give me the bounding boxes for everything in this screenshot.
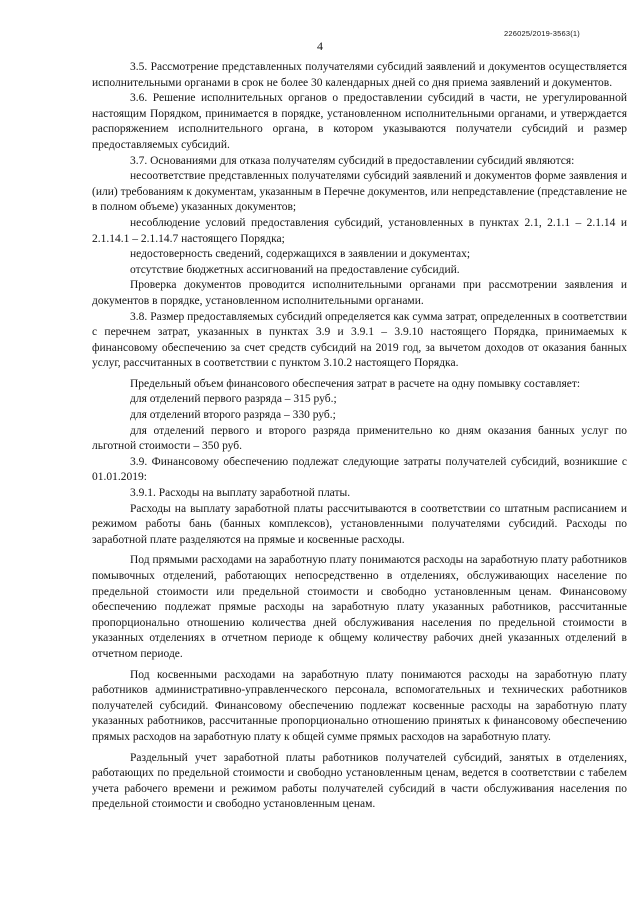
indirect-expenses-paragraph: Под косвенными расходами на заработную плату понимаются расходы на заработную плату работников административно-управленческого персонала, вспомогательных и технических работников получателей субсидий. Финансовому обеспечению подлежат косвенные расходы на заработную плату указанных работников, рассчитанные пропорционально отношению принятых к финансовому обеспечению прямых расходов на заработную плату к общей сумме прямых расходов на заработную плату.	[92, 668, 627, 743]
salary-expenses-paragraph: Расходы на выплату заработной платы рассчитываются в соответствии со штатным расписанием и режимом работы бань (банных комплексов), установленными получателями субсидий. Расходы по заработной плате разделяются на прямые и косвенные расходы.	[92, 502, 627, 546]
paragraph-3-5: 3.5. Рассмотрение представленных получателями субсидий заявлений и документов осуществляется исполнительными органами в срок не более 30 календарных дней со дня приема заявлений и документов.	[92, 61, 627, 89]
separate-accounting-paragraph: Раздельный учет заработной платы работников получателей субсидий, занятых в отделениях, работающих по предельной стоимости и свободно установленным ценам, ведется в соответствии с табелем учета рабочего времени и режимом работы получателей субсидий в части обслуживания населения по предельной стоимости и свободно установленным ценам.	[92, 751, 627, 811]
limit-discount-days: для отделений первого и второго разряда применительно ко дням оказания банных услуг по льготной стоимости – 350 руб.	[92, 424, 627, 453]
paragraph-3-7: 3.7. Основаниями для отказа получателям субсидий в предоставлении субсидий являются:	[130, 154, 575, 167]
paragraph-3-6: 3.6. Решение исполнительных органов о предоставлении субсидий в части, не урегулированной настоящим Порядком, принимается в порядке, установленном исполнительными органами, и утверждается распоряжением исполнительного органа, в котором указываются получатели субсидий и размер предоставляемых субсидий.	[92, 92, 627, 151]
page-number: 4	[317, 39, 323, 53]
paragraph-3-8: 3.8. Размер предоставляемых субсидий определяется как сумма затрат, определенных в соответствии с перечнем затрат, указанных в пунктах 3.9 и 3.9.1 – 3.9.10 настоящего Порядка, принимаемых к финансовому обеспечению за счет средств субсидий на 2019 год, за вычетом доходов от оказания банных услуг, рассчитанных в соответствии с пунктом 3.10.2 настоящего Порядка.	[92, 310, 627, 370]
refusal-reason-4: отсутствие бюджетных ассигнований на предоставление субсидий.	[130, 263, 460, 276]
paragraph-3-9: 3.9. Финансовому обеспечению подлежат следующие затраты получателей субсидий, возникшие с 01.01.2019:	[92, 455, 627, 484]
document-number: 226025/2019-3563(1)	[504, 29, 580, 38]
paragraph-3-9-1: 3.9.1. Расходы на выплату заработной платы.	[130, 487, 351, 500]
limit-first-grade: для отделений первого разряда – 315 руб.;	[130, 393, 337, 406]
refusal-reason-1: несоответствие представленных получателями субсидий заявлений и документов форме заявления и (или) требованиям к документам, указанным в Перечне документов, или непредставление (представление не в полном объеме) указанных документов;	[92, 170, 627, 214]
refusal-reason-3: недостоверность сведений, содержащихся в заявлении и документах;	[130, 248, 471, 261]
limit-second-grade: для отделений второго разряда – 330 руб.;	[130, 409, 336, 422]
financing-limit-intro: Предельный объем финансового обеспечения затрат в расчете на одну помывку составляет:	[130, 377, 581, 390]
direct-expenses-paragraph: Под прямыми расходами на заработную плату понимаются расходы на заработную плату работников помывочных отделений, работающих непосредственно в отделениях, обслуживающих население по предельной стоимости или предельной стоимости и свободно установленным ценам. Финансовому обеспечению подлежат прямые расходы на заработную плату указанных работников, рассчитанные пропорционально отношению количества дней обслуживания населения по предельной стоимости в указанных отделениях в отчетном периоде к общему количеству рабочих дней указанных отделений в отчетном периоде.	[92, 554, 627, 660]
refusal-reason-2: несоблюдение условий предоставления субсидий, установленных в пунктах 2.1, 2.1.1 – 2.1.14 и 2.1.14.1 – 2.1.14.7 настоящего Порядка;	[92, 216, 627, 245]
document-body	[92, 60, 627, 813]
document-check-paragraph: Проверка документов проводится исполнительными органами при рассмотрении заявления и документов в порядке, установленном исполнительными органами.	[92, 279, 627, 307]
